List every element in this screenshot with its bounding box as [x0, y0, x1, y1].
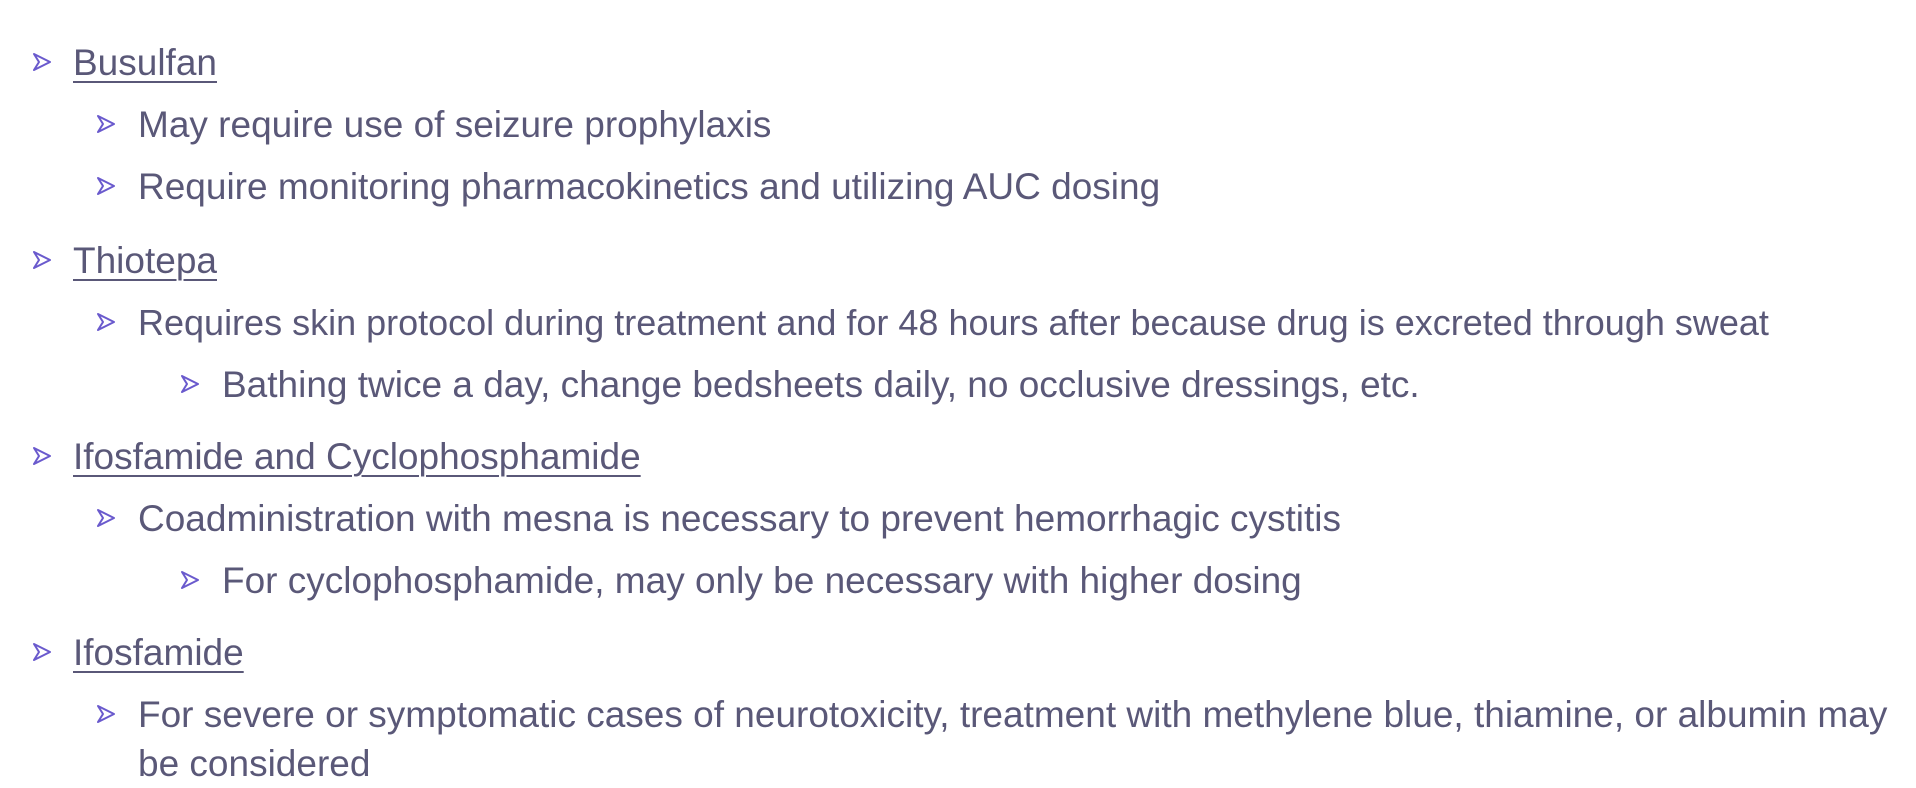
list-item-text: May require use of seizure prophylaxis: [138, 104, 772, 145]
section-heading: Ifosfamide and Cyclophosphamide: [73, 436, 641, 477]
sub-list-item-text: For cyclophosphamide, may only be necessary with higher dosing: [222, 560, 1302, 601]
arrowhead-bullet-icon: [96, 162, 120, 211]
section-thiotepa: [32, 236, 217, 285]
arrowhead-bullet-icon: [96, 494, 120, 543]
arrowhead-bullet-icon: [32, 236, 56, 285]
list-item-text: Requires skin protocol during treatment and for 48 hours after because drug is excreted through sweat: [138, 302, 1769, 343]
list-item-text: Require monitoring pharmacokinetics and utilizing AUC dosing: [138, 166, 1161, 207]
arrowhead-bullet-icon: [96, 690, 120, 739]
arrowhead-bullet-icon: [32, 38, 56, 87]
sub-list-item: [180, 360, 1420, 409]
arrowhead-bullet-icon: [32, 628, 56, 677]
arrowhead-bullet-icon: [32, 432, 56, 481]
section-ifosfamide: [32, 628, 244, 677]
section-heading: Ifosfamide: [73, 632, 244, 673]
arrowhead-bullet-icon: [96, 298, 120, 347]
list-item: [96, 494, 1341, 543]
list-item: [96, 100, 771, 149]
section-heading: Thiotepa: [73, 240, 217, 281]
arrowhead-bullet-icon: [180, 556, 204, 605]
sub-list-item: [180, 556, 1302, 605]
section-busulfan: [32, 38, 217, 87]
arrowhead-bullet-icon: [96, 100, 120, 149]
list-item-text: For severe or symptomatic cases of neurotoxicity, treatment with methylene blue, thiamine, or albumin may be considered: [138, 694, 1888, 784]
list-item: [96, 162, 1160, 211]
section-heading: Busulfan: [73, 42, 217, 83]
arrowhead-bullet-icon: [180, 360, 204, 409]
list-item: [96, 298, 1769, 347]
list-item-text: Coadministration with mesna is necessary to prevent hemorrhagic cystitis: [138, 498, 1341, 539]
list-item: [96, 690, 1896, 788]
section-ifosfamide-and-cyclophosphamide: [32, 432, 641, 481]
sub-list-item-text: Bathing twice a day, change bedsheets daily, no occlusive dressings, etc.: [222, 364, 1420, 405]
